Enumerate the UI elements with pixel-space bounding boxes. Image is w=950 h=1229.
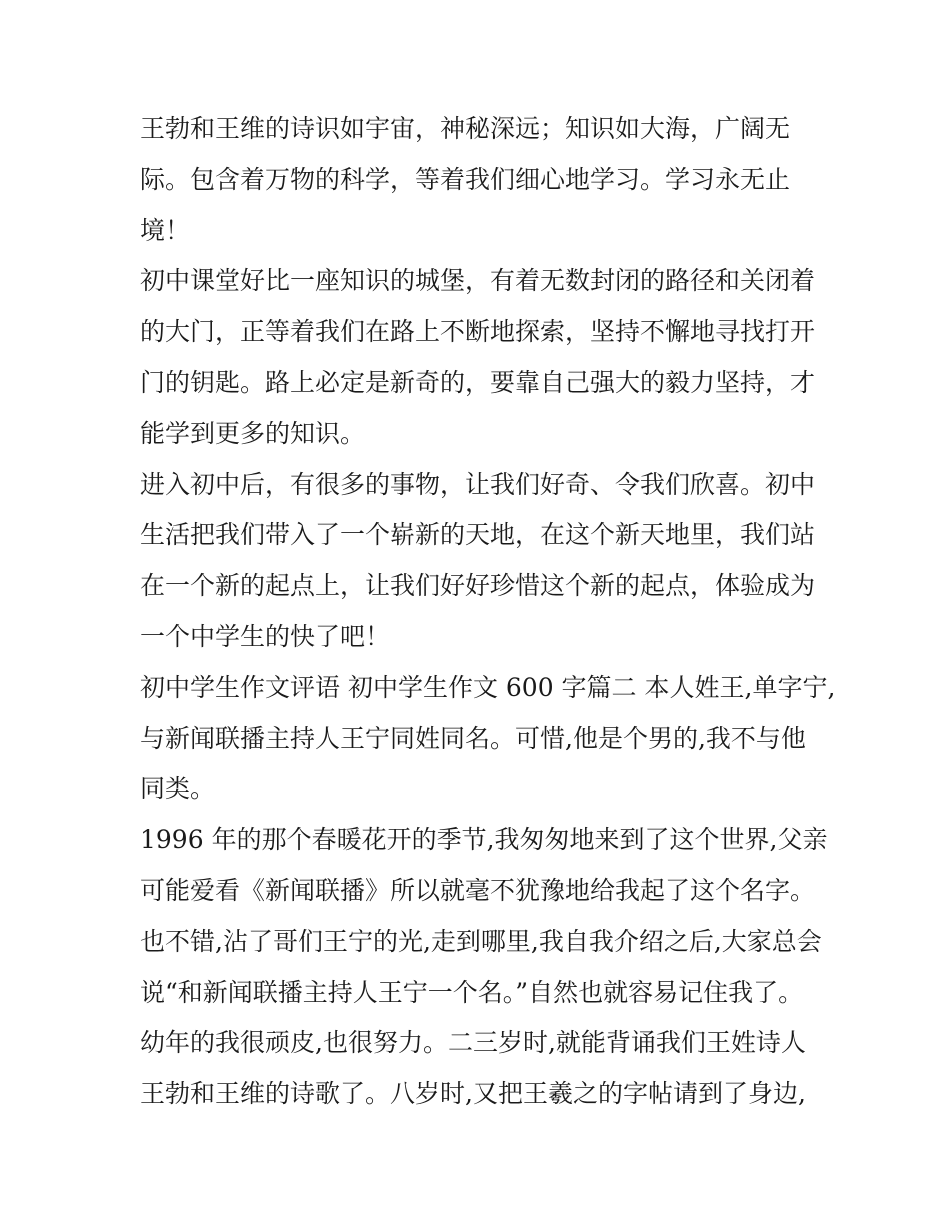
- text-line: 生活把我们带入了一个崭新的天地，在这个新天地里，我们站: [140, 520, 816, 550]
- text-line: 一个中学生的快了吧！: [140, 621, 391, 651]
- text-line: 在一个新的起点上，让我们好好珍惜这个新的起点，体验成为: [140, 571, 816, 601]
- text-line: 说“和新闻联播主持人王宁一个名。”自然也就容易记住我了。: [140, 977, 804, 1007]
- text-line: 的大门，正等着我们在路上不断地探索，坚持不懈地寻找打开: [140, 317, 816, 347]
- text-line: 可能爱看《新闻联播》所以就毫不犹豫地给我起了这个名字。: [140, 875, 816, 905]
- text-line: 际。包含着万物的科学，等着我们细心地学习。学习永无止: [140, 164, 791, 194]
- text-line: 初中课堂好比一座知识的城堡，有着无数封闭的路径和关闭着: [140, 266, 816, 296]
- text-line: 也不错,沾了哥们王宁的光,走到哪里,我自我介绍之后,大家总会: [140, 926, 822, 956]
- essay-text: [140, 104, 836, 1120]
- text-line: 王勃和王维的诗歌了。八岁时,又把王羲之的字帖请到了身边,: [140, 1079, 806, 1109]
- text-line: 境！: [140, 215, 191, 245]
- text-line: 1996 年的那个春暖花开的季节,我匆匆地来到了这个世界,父亲: [140, 825, 828, 855]
- text-line: 能学到更多的知识。: [140, 418, 366, 448]
- text-line: 王勃和王维的诗识如宇宙，神秘深远；知识如大海，广阔无: [140, 114, 791, 143]
- text-line: 同类。: [140, 774, 216, 804]
- text-line: 门的钥匙。路上必定是新奇的，要靠自己强大的毅力坚持，才: [140, 367, 816, 397]
- text-line: 幼年的我很顽皮,也很努力。二三岁时,就能背诵我们王姓诗人: [140, 1028, 806, 1058]
- text-line: 进入初中后，有很多的事物，让我们好奇、令我们欣喜。初中: [140, 469, 816, 499]
- text-line: 与新闻联播主持人王宁同姓同名。可惜,他是个男的,我不与他: [140, 723, 806, 753]
- text-line: 初中学生作文评语 初中学生作文 600 字篇二 本人姓王,单字宁,: [140, 672, 836, 702]
